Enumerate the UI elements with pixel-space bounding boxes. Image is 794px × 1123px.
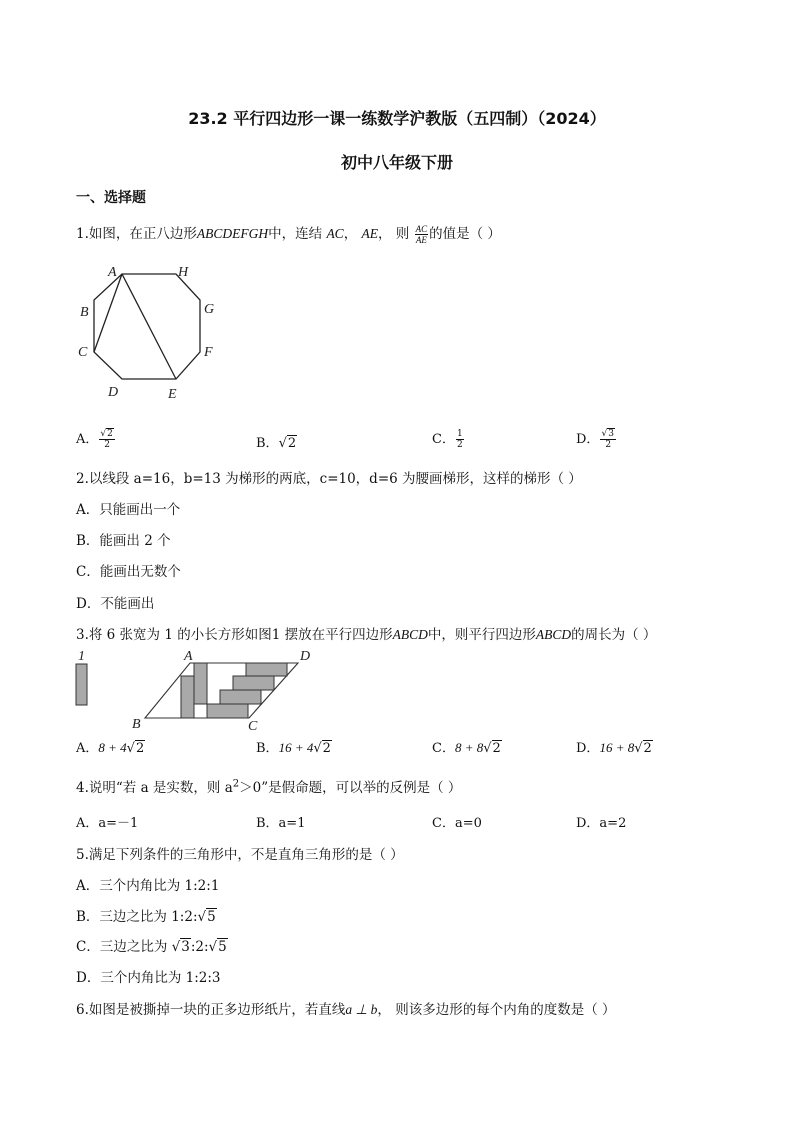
q2-option-b[interactable]: B．能画出 2 个 <box>76 533 171 549</box>
section-heading: 一、选择题 <box>76 190 146 206</box>
page-subtitle: 初中八年级下册 <box>340 153 453 172</box>
q4-option-d[interactable]: D．a=2 <box>576 816 627 831</box>
parallelogram-figure <box>70 646 330 732</box>
q3-option-a[interactable]: A．8 + 4√2 <box>76 740 145 756</box>
vertex-label-d: D <box>108 385 119 400</box>
page-title: 23.2 平行四边形一课一练数学沪教版（五四制）（2024） <box>188 109 606 128</box>
stair-rect-4 <box>246 663 287 676</box>
vertex-label-a: A <box>184 649 193 664</box>
segment-ac <box>94 274 122 352</box>
q1-option-a[interactable]: A． $\frac{√2}{2}$ <box>76 429 113 450</box>
q1-option-c[interactable]: C． $\frac{1}{2}$ <box>432 429 463 450</box>
ratio-fraction: $\frac{AC}{AE}$ <box>415 224 428 245</box>
q4-option-a[interactable]: A．a=－1 <box>76 816 139 831</box>
stair-rect-1 <box>207 704 248 718</box>
vertex-label-c: C <box>78 345 88 360</box>
q3-option-c[interactable]: C．8 + 8√2 <box>432 740 501 756</box>
q4-option-b[interactable]: B．a=1 <box>256 816 306 831</box>
vertex-label-a: A <box>108 265 117 280</box>
question-2-stem: 2.以线段 a=16，b=13 为梯形的两底，c=10，d=6 为腰画梯形，这样的梯形（ ） <box>76 471 582 487</box>
question-6-stem: 6.如图是被撕掉一块的正多边形纸片，若直线a ⊥ b， 则该多边形的每个内角的度数是（ ） <box>76 1002 616 1018</box>
vertex-label-b: B <box>132 717 141 732</box>
vertex-label-f: F <box>204 345 213 360</box>
q3-option-b[interactable]: B．16 + 4√2 <box>256 740 331 756</box>
q5-option-d[interactable]: D．三个内角比为 1:2:3 <box>76 970 221 986</box>
stair-rect-2 <box>220 690 261 704</box>
stair-rect-3 <box>233 676 274 690</box>
q5-option-a[interactable]: A．三个内角比为 1:2:1 <box>76 878 220 894</box>
vertex-label-e: E <box>168 387 177 402</box>
question-1-stem: 1.如图，在正八边形ABCDEFGH中，连结 AC， AE， 则 $\frac{AC}{AE}$ 的值是（ ） <box>76 224 501 245</box>
segment-ae <box>122 274 176 379</box>
octagon-figure <box>72 258 232 408</box>
vertex-label-h: H <box>178 265 189 280</box>
vertical-rect-2 <box>194 663 207 704</box>
q4-option-c[interactable]: C．a=0 <box>432 816 482 831</box>
vertex-label-d: D <box>300 649 311 664</box>
q2-option-d[interactable]: D．不能画出 <box>76 596 155 612</box>
q1-option-b[interactable]: B．√2 <box>256 436 297 451</box>
q2-option-a[interactable]: A．只能画出一个 <box>76 502 181 518</box>
octagon-shape <box>94 274 200 379</box>
vertex-label-c: C <box>248 719 258 732</box>
q3-option-d[interactable]: D．16 + 8√2 <box>576 740 652 756</box>
figure-1-label: 1 <box>78 649 85 664</box>
q5-option-b[interactable]: B．三边之比为 1:2:√5 <box>76 909 216 925</box>
q2-option-c[interactable]: C．能画出无数个 <box>76 564 181 580</box>
q1-option-d[interactable]: D． $\frac{√3}{2}$ <box>576 429 614 450</box>
vertex-label-g: G <box>204 302 215 317</box>
q5-option-c[interactable]: C．三边之比为 √3:2:√5 <box>76 939 227 955</box>
question-4-stem: 4.说明“若 a 是实数，则 $a^2>0$”是假命题，可以举的反例是（ ） <box>76 778 462 796</box>
vertical-rect-1 <box>181 676 194 718</box>
vertex-label-b: B <box>80 305 89 320</box>
small-rectangle <box>76 664 87 705</box>
question-5-stem: 5.满足下列条件的三角形中，不是直角三角形的是（ ） <box>76 847 404 863</box>
question-3-stem: 3.将 6 张宽为 1 的小长方形如图1 摆放在平行四边形ABCD中，则平行四边形ABCD的周长为（ ） <box>76 627 657 643</box>
